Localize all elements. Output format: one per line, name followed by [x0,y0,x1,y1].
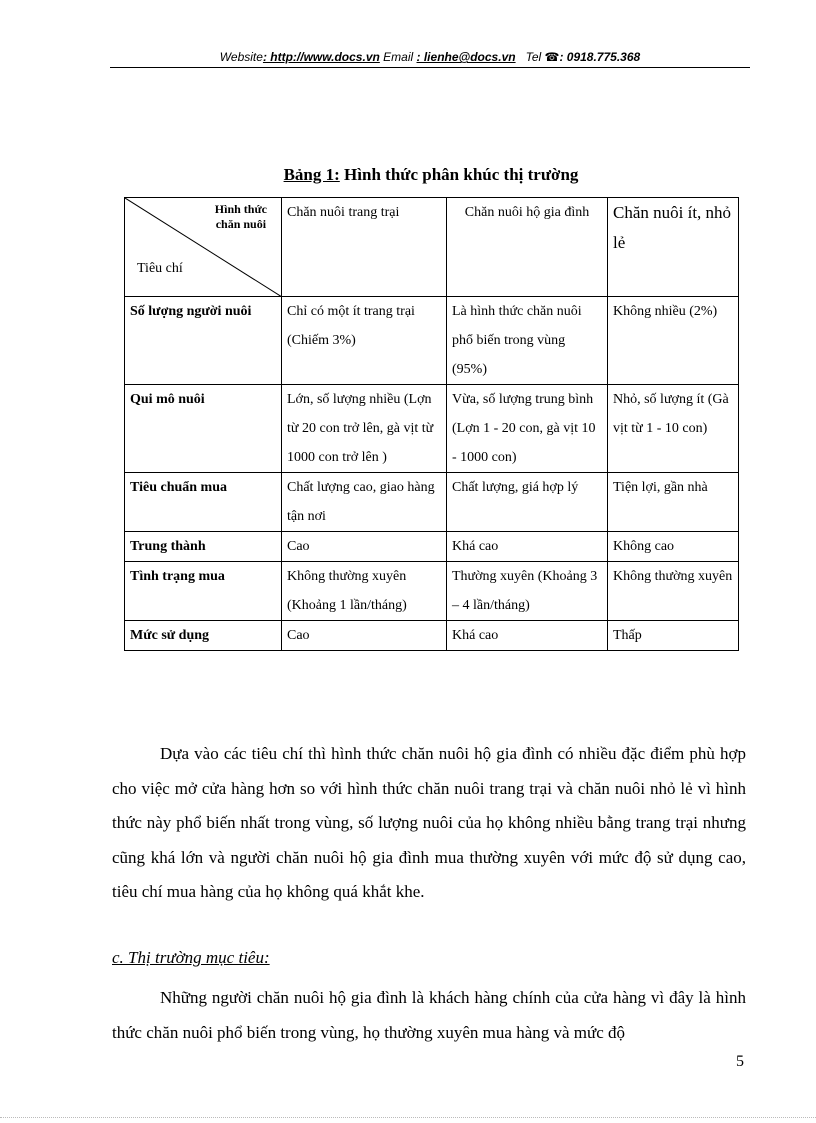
corner-header-cell [125,198,282,297]
small-cell: Tiện lợi, gần nhà [608,473,739,532]
small-cell: Không cao [608,532,739,562]
table-row [125,532,739,562]
criterion-cell: Mức sử dụng [125,621,282,651]
farm-cell: Cao [282,532,447,562]
tel-label: Tel [525,50,545,64]
website-label: Website [219,50,263,64]
criterion-cell: Trung thành [125,532,282,562]
section-subheading: c. Thị trường mục tiêu: [112,948,270,967]
small-cell: Không nhiều (2%) [608,297,739,385]
criterion-cell: Qui mô nuôi [125,385,282,473]
segmentation-table [124,197,739,651]
tel-value: ☎: 0918.775.368 [544,50,641,64]
column-header-household: Chăn nuôi hộ gia đình [447,198,608,297]
email-value[interactable]: : lienhe@docs.vn [416,50,516,64]
table-row [125,385,739,473]
farm-cell: Chỉ có một ít trang trại (Chiếm 3%) [282,297,447,385]
table-row [125,621,739,651]
household-cell: Là hình thức chăn nuôi phổ biến trong vùng (95%) [447,297,608,385]
website-url[interactable]: : http://www.docs.vn [262,50,380,64]
body-paragraph-2: Những người chăn nuôi hộ gia đình là khách hàng chính của cửa hàng vì đây là hình thức chăn nuôi phổ biến trong vùng, họ thường xuyên mua hàng và mức độ [112,988,746,1042]
criterion-cell: Tình trạng mua [125,562,282,621]
corner-top-label: Hình thức chăn nuôi [214,202,267,231]
column-header-small: Chăn nuôi ít, nhỏ lẻ [608,198,739,297]
criterion-cell: Tiêu chuẩn mua [125,473,282,532]
page-number: 5 [736,1053,744,1070]
small-cell: Không thường xuyên [608,562,739,621]
farm-cell: Cao [282,621,447,651]
email-label: Email [379,50,417,64]
table-title-prefix: Bảng 1: [283,165,340,184]
criterion-cell: Số lượng người nuôi [125,297,282,385]
footer-divider [0,1117,816,1118]
farm-cell: Không thường xuyên (Khoảng 1 lần/tháng) [282,562,447,621]
household-cell: Khá cao [447,532,608,562]
column-header-farm: Chăn nuôi trang trại [282,198,447,297]
farm-cell: Chất lượng cao, giao hàng tận nơi [282,473,447,532]
page-header [110,50,750,68]
corner-bottom-label: Tiêu chí [137,261,183,276]
body-paragraph-1: Dựa vào các tiêu chí thì hình thức chăn nuôi hộ gia đình có nhiều đặc điểm phù hợp cho việc mở cửa hàng hơn so với hình thức chăn nuôi trang trại và chăn nuôi nhỏ lẻ vì hình thức này phổ biến nhất trong vùng, số lượng nuôi của họ không nhiều bằng trang trại nhưng cũng khá lớn và người chăn nuôi hộ gia đình mua thường xuyên với mức độ sử dụng cao, tiêu chí mua hàng của họ không quá khắt khe. [112,744,746,901]
small-cell: Thấp [608,621,739,651]
table-row [125,562,739,621]
household-cell: Khá cao [447,621,608,651]
table-title [124,165,738,185]
table-header-row [125,198,739,297]
table-row [125,473,739,532]
farm-cell: Lớn, số lượng nhiều (Lợn từ 20 con trở lên, gà vịt từ 1000 con trở lên ) [282,385,447,473]
table-row [125,297,739,385]
small-cell: Nhỏ, số lượng ít (Gà vịt từ 1 - 10 con) [608,385,739,473]
household-cell: Thường xuyên (Khoảng 3 – 4 lần/tháng) [447,562,608,621]
household-cell: Vừa, số lượng trung bình (Lợn 1 - 20 con, gà vịt 10 - 1000 con) [447,385,608,473]
table-title-text: Hình thức phân khúc thị trường [339,165,579,184]
household-cell: Chất lượng, giá hợp lý [447,473,608,532]
